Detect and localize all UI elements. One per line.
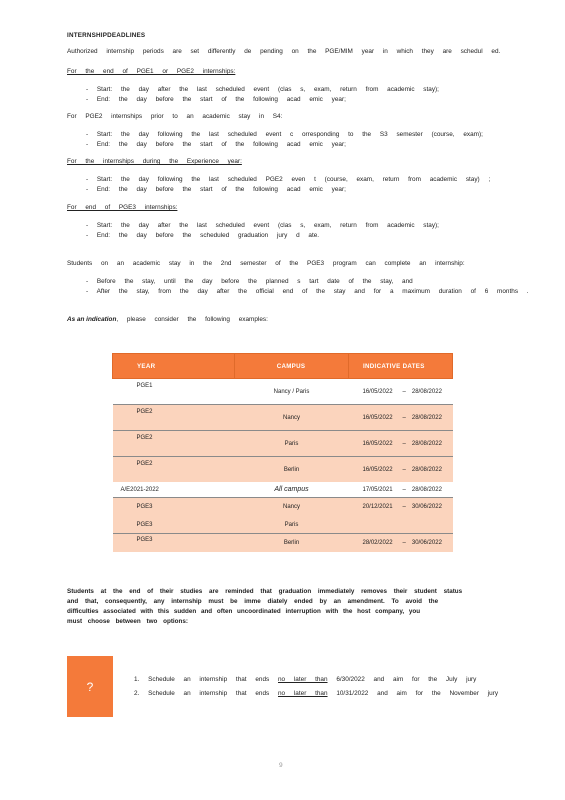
option-date: 6/30/2022 bbox=[336, 676, 365, 683]
option-2 bbox=[134, 690, 498, 697]
cell-year: PGE3 bbox=[136, 521, 153, 528]
column-header-dates: INDICATIVE DATES bbox=[349, 354, 453, 379]
cell-year: PGE2 bbox=[136, 460, 153, 467]
date-dash: – bbox=[402, 388, 406, 395]
table-row bbox=[113, 516, 453, 534]
cell-end-date: 28/08/2022 bbox=[411, 486, 442, 493]
table-row bbox=[113, 431, 453, 457]
cell-year: PGE2 bbox=[136, 408, 153, 415]
cell-campus: Nancy bbox=[282, 504, 300, 510]
graduation-line-2: and that, consequently, any internship must be imme diately ended by an amendment. To avoid the bbox=[67, 598, 439, 605]
bullet-end: - End: the day before the scheduled graduation jury d ate. bbox=[86, 232, 319, 239]
date-dash: – bbox=[402, 414, 406, 421]
option-number: 1. bbox=[134, 676, 140, 683]
cell-start-date: 16/05/2022 bbox=[362, 388, 393, 395]
cell-campus: All campus bbox=[274, 486, 309, 493]
graduation-line-3: difficulties associated with this sudden and often uncoordinated interruption with the host company, you bbox=[67, 608, 421, 615]
indication-bold: As an indication bbox=[67, 316, 117, 323]
graduation-line-1: Students at the end of their studies are reminded that graduation immediately removes their student status bbox=[67, 588, 463, 595]
table-row bbox=[113, 405, 453, 431]
column-header-year: YEAR bbox=[113, 354, 235, 379]
bullet-before-stay: - Before the stay, until the day before the planned s tart date of the stay, and bbox=[86, 278, 413, 285]
cell-year: PGE1 bbox=[136, 382, 153, 389]
page-number: 9 bbox=[279, 762, 283, 769]
cell-start-date: 17/05/2021 bbox=[362, 486, 393, 493]
cell-end-date: 28/08/2022 bbox=[411, 466, 442, 473]
cell-year: PGE3 bbox=[136, 537, 153, 543]
column-header-campus: CAMPUS bbox=[235, 354, 349, 379]
option-text: Schedule an internship that ends bbox=[148, 690, 270, 697]
cell-year: PGE2 bbox=[136, 434, 153, 441]
cell-campus: Nancy / Paris bbox=[273, 388, 310, 395]
option-deadline-underlined: no later than bbox=[278, 690, 328, 697]
option-deadline-underlined: no later than bbox=[278, 676, 328, 683]
cell-start-date: 16/05/2022 bbox=[362, 414, 393, 421]
indication-line bbox=[67, 316, 268, 323]
option-number: 2. bbox=[134, 690, 140, 697]
option-text: Schedule an internship that ends bbox=[148, 676, 270, 683]
bullet-end: - End: the day before the start of the following acad emic year; bbox=[86, 141, 346, 148]
cell-campus: Nancy bbox=[282, 414, 300, 421]
option-date: 10/31/2022 bbox=[336, 690, 369, 697]
students-academic-stay-line: Students on an academic stay in the 2nd semester of the PGE3 program can complete an internship: bbox=[67, 260, 465, 267]
section-heading-pge3: For end of PGE3 internships: bbox=[67, 204, 178, 211]
question-mark-icon: ? bbox=[86, 679, 94, 694]
table-row bbox=[113, 379, 453, 405]
date-dash: – bbox=[402, 504, 406, 510]
intro-paragraph: Authorized internship periods are set differently de pending on the PGE/MIM year in which they are schedul ed. bbox=[67, 48, 501, 55]
date-dash: – bbox=[402, 540, 406, 546]
table-header-row bbox=[113, 354, 453, 379]
cell-campus: Berlin bbox=[283, 466, 300, 473]
cell-year: A/E2021-2022 bbox=[120, 486, 159, 493]
date-dash: – bbox=[402, 466, 406, 473]
cell-end-date: 28/08/2022 bbox=[411, 440, 442, 447]
date-dash: – bbox=[402, 440, 406, 447]
cell-year: PGE3 bbox=[136, 504, 153, 510]
bullet-end: - End: the day before the start of the following acad emic year; bbox=[86, 96, 346, 103]
section-heading-pge1-pge2: For the end of PGE1 or PGE2 internships: bbox=[67, 68, 236, 75]
table-row bbox=[113, 498, 453, 517]
cell-start-date: 16/05/2022 bbox=[362, 440, 393, 447]
cell-campus: Paris bbox=[284, 440, 299, 447]
cell-start-date: 16/05/2022 bbox=[362, 466, 393, 473]
bullet-start: - Start: the day following the last scheduled PGE2 even t (course, exam, return from academic stay) ; bbox=[86, 176, 490, 183]
section-title: INTERNSHIPDEADLINES bbox=[67, 32, 146, 39]
cell-end-date: 30/06/2022 bbox=[411, 540, 442, 546]
bullet-start: - Start: the day following the last scheduled event c orresponding to the S3 semester (course, exam); bbox=[86, 131, 483, 138]
warning-icon-box bbox=[67, 656, 113, 717]
option-1 bbox=[134, 676, 476, 683]
bullet-start: - Start: the day after the last scheduled event (clas s, exam, return from academic stay); bbox=[86, 86, 439, 93]
table-row bbox=[113, 457, 453, 483]
cell-start-date: 28/02/2022 bbox=[362, 540, 393, 546]
section-heading-experience-year: For the internships during the Experience year: bbox=[67, 158, 242, 165]
internship-dates-table bbox=[112, 353, 453, 552]
option-jury: and aim for the July jury bbox=[373, 676, 477, 683]
cell-campus: Berlin bbox=[283, 540, 300, 546]
graduation-line-4: must choose between two options: bbox=[67, 618, 188, 625]
cell-campus: Paris bbox=[284, 521, 299, 528]
cell-end-date: 28/08/2022 bbox=[411, 388, 442, 395]
bullet-after-stay: - After the stay, from the day after the official end of the stay and for a maximum duration of 6 months . bbox=[86, 288, 529, 295]
bullet-start: - Start: the day after the last scheduled event (clas s, exam, return from academic stay); bbox=[86, 222, 439, 229]
cell-start-date: 20/12/2021 bbox=[362, 504, 393, 510]
indication-rest: , please consider the following examples: bbox=[116, 316, 268, 323]
date-dash: – bbox=[402, 486, 406, 493]
cell-end-date: 28/08/2022 bbox=[411, 414, 442, 421]
table-row bbox=[113, 534, 453, 553]
section-heading-pge2-s4: For PGE2 internships prior to an academic stay in S4: bbox=[67, 113, 283, 120]
option-jury: and aim for the November jury bbox=[377, 690, 499, 697]
cell-end-date: 30/06/2022 bbox=[411, 504, 442, 510]
bullet-end: - End: the day before the start of the following acad emic year; bbox=[86, 186, 346, 193]
table-row bbox=[113, 482, 453, 498]
